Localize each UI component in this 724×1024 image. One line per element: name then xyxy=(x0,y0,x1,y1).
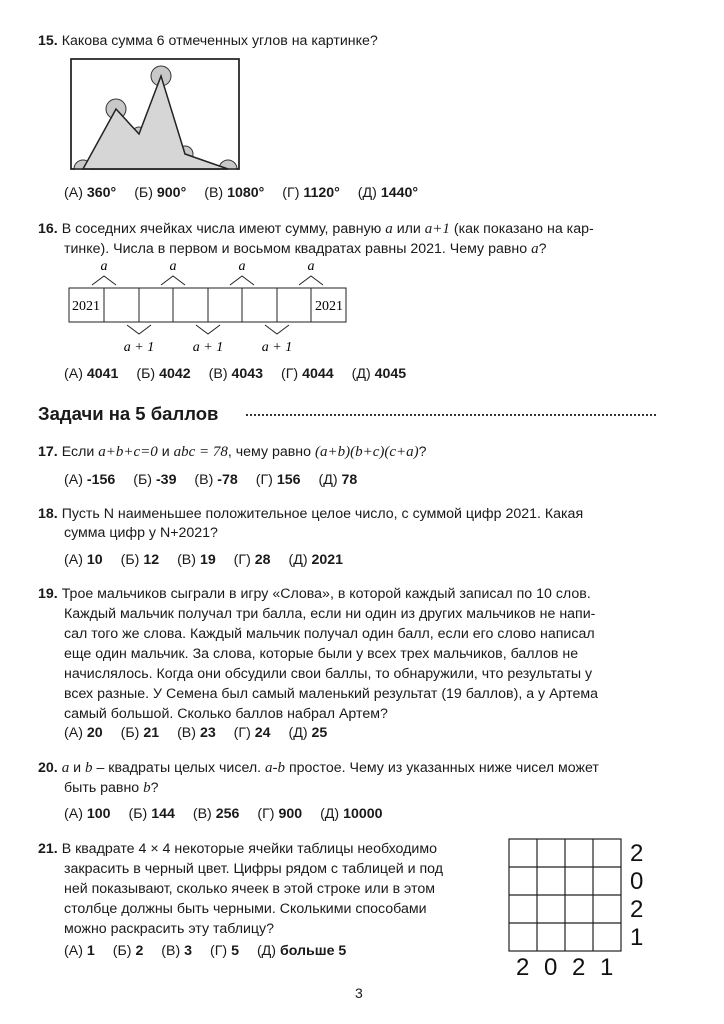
q16-label-a: a xyxy=(238,259,246,274)
q21-row-digit: 0 xyxy=(630,868,644,895)
q16-label-a: a xyxy=(100,259,108,274)
q21-text-line1 xyxy=(38,840,437,859)
q16-label-a: a xyxy=(169,259,177,274)
q20-text-part: ? xyxy=(150,780,159,796)
q20-text-line2 xyxy=(64,779,159,798)
q21-option-c[interactable]: (В) 3 xyxy=(161,943,193,959)
q19-text-line1 xyxy=(38,585,591,604)
q15-option-b[interactable]: (Б) 900° xyxy=(134,185,187,201)
q18-text-line1 xyxy=(38,505,583,524)
q17-text-part: Если xyxy=(61,444,99,460)
q17-answers xyxy=(64,472,371,488)
q17-option-b[interactable]: (Б) -39 xyxy=(133,472,177,488)
q16-math-a: a xyxy=(531,241,539,257)
q16-answers xyxy=(64,366,420,382)
q19-text-line6: всех разные. У Семена был самый маленький результат (19 баллов), а у Артема xyxy=(64,686,598,702)
q20-option-c[interactable]: (В) 256 xyxy=(192,806,240,822)
q17-option-e[interactable]: (Д) 78 xyxy=(318,472,358,488)
q16-option-e[interactable]: (Д) 4045 xyxy=(351,366,407,382)
q20-text-part: – квадраты целых чисел. xyxy=(92,760,266,776)
q21-col-digit: 1 xyxy=(600,954,614,981)
q19-option-e[interactable]: (Д) 25 xyxy=(288,725,328,741)
q15-option-e[interactable]: (Д) 1440° xyxy=(357,185,419,201)
q20-math-b: b xyxy=(143,780,151,796)
q15-number: 15. xyxy=(38,33,58,49)
q19-option-d[interactable]: (Г) 24 xyxy=(233,725,271,741)
q19-option-b[interactable]: (Б) 21 xyxy=(120,725,160,741)
q19-text-line4: еще один мальчик. За слова, которые были у всех трех мальчиков, баллов не xyxy=(64,646,579,662)
q19-text-line2: Каждый мальчик получал три балла, если ни один из других мальчиков не напи- xyxy=(64,606,596,622)
q16-math-a: a xyxy=(385,221,393,237)
q21-option-a[interactable]: (А) 1 xyxy=(64,943,95,959)
q18-option-b[interactable]: (Б) 12 xyxy=(120,552,160,568)
q16-text-part: ? xyxy=(538,241,547,257)
q17-option-c[interactable]: (В) -78 xyxy=(194,472,238,488)
q19-text-line3: сал того же слова. Каждый мальчик получал один балл, если его слово написал xyxy=(64,626,595,642)
q16-option-b[interactable]: (Б) 4042 xyxy=(136,366,191,382)
q21-option-d[interactable]: (Г) 5 xyxy=(210,943,239,959)
q21-option-b[interactable]: (Б) 2 xyxy=(112,943,144,959)
q19-option-c[interactable]: (В) 23 xyxy=(177,725,216,741)
q20-answers xyxy=(64,806,397,822)
q16-cells xyxy=(69,288,346,322)
q16-number: 16. xyxy=(38,221,58,237)
q17-text-part: ? xyxy=(418,444,427,460)
q17-text-part: , чему равно xyxy=(227,444,315,460)
q15-option-a[interactable]: (А) 360° xyxy=(64,185,117,201)
q18-number: 18. xyxy=(38,506,58,522)
q16-label-a: a xyxy=(307,259,315,274)
q20-number: 20. xyxy=(38,760,58,776)
q20-math-a-minus-b: a-b xyxy=(265,760,286,776)
q17-math-expression: (a+b)(b+c)(c+a) xyxy=(314,444,419,460)
q20-math-b: b xyxy=(85,760,93,776)
q18-option-a[interactable]: (А) 10 xyxy=(64,552,103,568)
q21-text-part: В квадрате 4 × 4 некоторые ячейки таблицы необходимо xyxy=(61,841,437,857)
q21-row-digit: 2 xyxy=(630,840,644,867)
q19-answers xyxy=(64,725,341,741)
q16-option-c[interactable]: (В) 4043 xyxy=(208,366,264,382)
q16-label-a-plus-1: a + 1 xyxy=(123,340,155,355)
q21-grid xyxy=(508,838,624,954)
q16-option-a[interactable]: (А) 4041 xyxy=(64,366,119,382)
q16-label-a-plus-1: a + 1 xyxy=(261,340,293,355)
q21-text-line3: ней показывают, сколько ячеек в этой строке или в этом xyxy=(64,881,435,897)
q15-question: Какова сумма 6 отмеченных углов на картинке? xyxy=(61,33,378,49)
q18-option-e[interactable]: (Д) 2021 xyxy=(288,552,344,568)
q15-figure xyxy=(70,58,240,170)
q16-cell-first-value: 2021 xyxy=(72,299,100,314)
q19-number: 19. xyxy=(38,586,58,602)
q17-math-sum: a+b+c=0 xyxy=(98,444,158,460)
q16-text-part: В соседних ячейках числа имеют сумму, равную xyxy=(61,221,386,237)
q16-cell-last-value: 2021 xyxy=(315,299,343,314)
q21-number: 21. xyxy=(38,841,58,857)
q17-math-product: abc = 78 xyxy=(173,444,228,460)
q18-text-part: Пусть N наименьшее положительное целое число, с суммой цифр 2021. Какая xyxy=(61,506,584,522)
q21-option-e[interactable]: (Д) больше 5 xyxy=(256,943,347,959)
q15-text xyxy=(38,32,378,51)
q20-option-b[interactable]: (Б) 144 xyxy=(128,806,175,822)
q16-option-d[interactable]: (Г) 4044 xyxy=(281,366,334,382)
q15-option-d[interactable]: (Г) 1120° xyxy=(282,185,340,201)
q21-answers xyxy=(64,943,360,959)
q21-row-digit: 1 xyxy=(630,924,644,951)
q18-option-d[interactable]: (Г) 28 xyxy=(233,552,271,568)
q20-text-part: простое. Чему из указанных ниже чисел может xyxy=(285,760,599,776)
q21-text-line4: столбце должны быть черными. Сколькими способами xyxy=(64,901,427,917)
q21-col-digit: 2 xyxy=(572,954,586,981)
q21-text-line2: закрасить в черный цвет. Цифры рядом с таблицей и под xyxy=(64,861,443,877)
q17-text-part: и xyxy=(157,444,174,460)
q18-option-c[interactable]: (В) 19 xyxy=(177,552,216,568)
q16-figure xyxy=(64,256,354,358)
q19-text-line5: начислялось. Когда они обсудили свои баллы, то обнаружили, что результаты у xyxy=(64,666,593,682)
q16-text-part: или xyxy=(392,221,425,237)
q15-option-c[interactable]: (В) 1080° xyxy=(204,185,265,201)
q19-text-line7: самый большой. Сколько баллов набрал Артем? xyxy=(64,706,388,722)
q16-label-a-plus-1: a + 1 xyxy=(192,340,224,355)
q21-row-digit: 2 xyxy=(630,896,644,923)
q16-text-part: тинке). Числа в первом и восьмом квадратах равны 2021. Чему равно xyxy=(64,241,532,257)
section-dotted-rule xyxy=(246,414,656,416)
q16-math-a-plus-1: a+1 xyxy=(424,221,450,237)
q18-answers xyxy=(64,552,357,568)
q19-text-part: Трое мальчиков сыграли в игру «Слова», в которой каждый записал по 10 слов. xyxy=(61,586,591,602)
q20-option-e[interactable]: (Д) 10000 xyxy=(320,806,383,822)
q20-text-part: быть равно xyxy=(64,780,144,796)
q15-answers xyxy=(64,185,432,201)
page-number: 3 xyxy=(355,985,363,1001)
q20-text-part: и xyxy=(69,760,85,776)
q20-text-line1 xyxy=(38,759,599,778)
q20-option-d[interactable]: (Г) 900 xyxy=(257,806,303,822)
q21-col-digit: 0 xyxy=(544,954,558,981)
q21-text-line5: можно раскрасить эту таблицу? xyxy=(64,921,275,937)
q17-option-d[interactable]: (Г) 156 xyxy=(255,472,301,488)
q16-text-line1 xyxy=(38,220,594,239)
q21-col-digit: 2 xyxy=(516,954,530,981)
section-title: Задачи на 5 баллов xyxy=(38,403,219,424)
q19-option-a[interactable]: (А) 20 xyxy=(64,725,103,741)
q17-number: 17. xyxy=(38,444,58,460)
q16-text-part: (как показано на кар- xyxy=(449,221,594,237)
q20-option-a[interactable]: (А) 100 xyxy=(64,806,111,822)
q20-math-a: a xyxy=(61,760,70,776)
q18-text-line2: сумма цифр у N+2021? xyxy=(64,525,218,541)
q17-option-a[interactable]: (А) -156 xyxy=(64,472,116,488)
q17-text xyxy=(38,443,427,462)
